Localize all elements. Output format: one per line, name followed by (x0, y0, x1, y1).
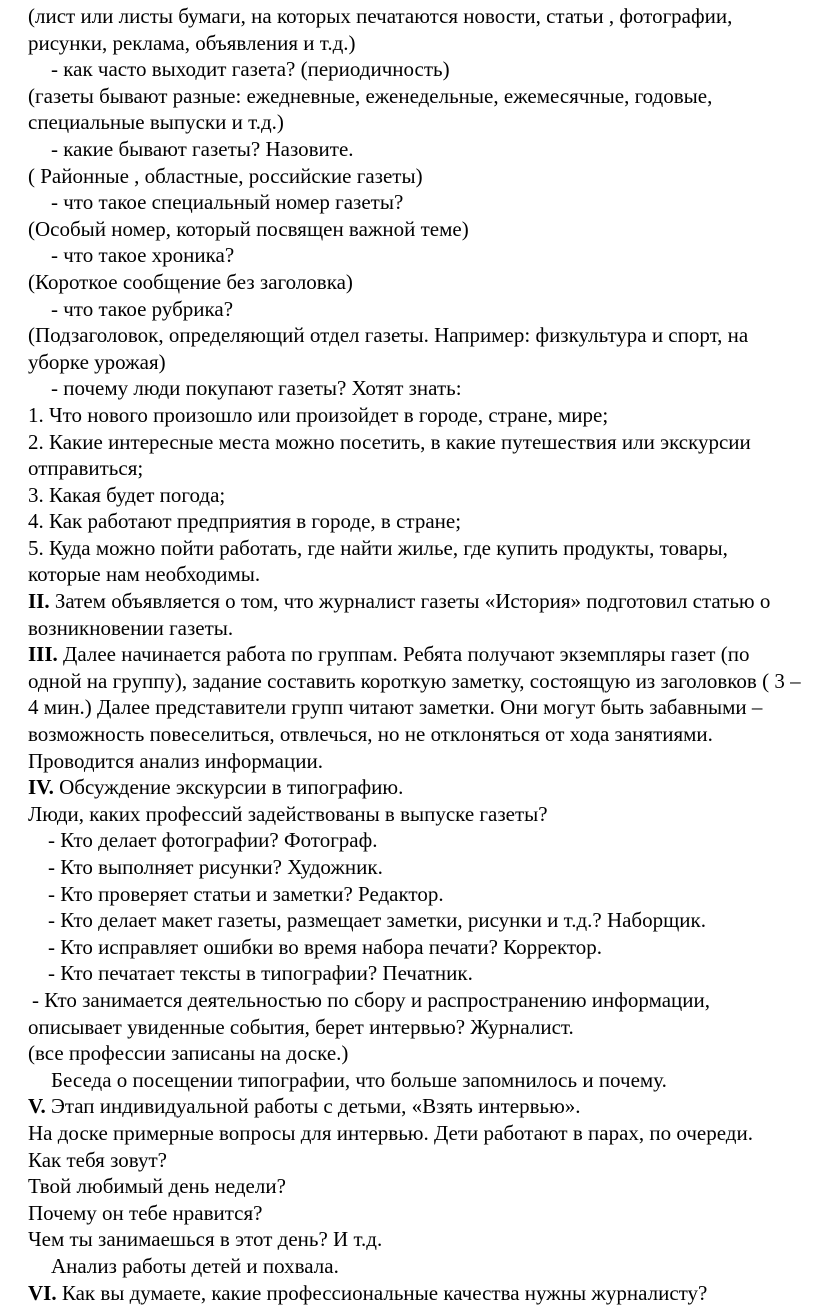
line-text: На доске примерные вопросы для интервью. Дети работают в парах, по очереди. (28, 1121, 753, 1145)
line-text: одной на группу), задание составить короткую заметку, состоящую из заголовков ( 3 – (28, 669, 801, 693)
text-line (28, 694, 796, 721)
section-number: V. (28, 1094, 46, 1118)
text-line (28, 1120, 796, 1147)
line-text: 2. Какие интересные места можно посетить, в какие путешествия или экскурсии (28, 430, 751, 454)
text-line (28, 721, 796, 748)
line-text: Проводится анализ информации. (28, 749, 323, 773)
text-line (28, 216, 796, 243)
text-line (28, 801, 796, 828)
line-text: - что такое хроника? (51, 243, 234, 267)
text-line (28, 402, 796, 429)
text-line (28, 774, 796, 801)
line-text: описывает увиденные события, берет интервью? Журналист. (28, 1015, 574, 1039)
text-line (28, 588, 796, 615)
text-line (28, 748, 796, 775)
text-line (28, 1200, 796, 1227)
section-number: II. (28, 589, 50, 613)
text-line (28, 1147, 796, 1174)
line-text: возможность повеселиться, отвлечься, но не отклоняться от хода занятиями. (28, 722, 713, 746)
text-line (28, 1067, 796, 1094)
line-text: - какие бывают газеты? Назовите. (51, 137, 354, 161)
text-line (28, 1280, 796, 1306)
text-line (28, 429, 796, 456)
text-line (28, 349, 796, 376)
line-text: - Кто исправляет ошибки во время набора печати? Корректор. (48, 935, 602, 959)
text-line (28, 269, 796, 296)
text-line (28, 375, 796, 402)
text-line (28, 189, 796, 216)
line-text: - как часто выходит газета? (периодичность) (51, 57, 450, 81)
line-text: 4. Как работают предприятия в городе, в стране; (28, 509, 461, 533)
text-line (28, 641, 796, 668)
line-text: (Короткое сообщение без заголовка) (28, 270, 353, 294)
line-text: - Кто печатает тексты в типографии? Печатник. (48, 961, 473, 985)
text-line (28, 163, 796, 190)
line-text: Люди, каких профессий задействованы в выпуске газеты? (28, 802, 548, 826)
text-line (28, 136, 796, 163)
line-text: Как вы думаете, какие профессиональные качества нужны журналисту? (57, 1281, 708, 1305)
text-line (28, 1014, 796, 1041)
line-text: Беседа о посещении типографии, что больше запомнилось и почему. (51, 1068, 667, 1092)
line-text: 3. Какая будет погода; (28, 483, 225, 507)
line-text: Как тебя зовут? (28, 1148, 167, 1172)
line-text: (Особый номер, который посвящен важной теме) (28, 217, 469, 241)
text-line (28, 109, 796, 136)
text-line (28, 482, 796, 509)
line-text: Анализ работы детей и похвала. (51, 1254, 339, 1278)
line-text: Чем ты занимаешься в этот день? И т.д. (28, 1227, 382, 1251)
text-line (28, 960, 796, 987)
line-text: уборке урожая) (28, 350, 166, 374)
text-line (28, 56, 796, 83)
text-line (28, 827, 796, 854)
text-line (28, 987, 796, 1014)
text-line (28, 455, 796, 482)
line-text: 1. Что нового произошло или произойдет в городе, стране, мире; (28, 403, 608, 427)
line-text: - Кто занимается деятельностью по сбору и распространению информации, (32, 988, 710, 1012)
text-line (28, 854, 796, 881)
text-line (28, 1226, 796, 1253)
section-number: IV. (28, 775, 54, 799)
line-text: специальные выпуски и т.д.) (28, 110, 284, 134)
line-text: (Подзаголовок, определяющий отдел газеты. Например: физкультура и спорт, на (28, 323, 748, 347)
line-text: 5. Куда можно пойти работать, где найти жилье, где купить продукты, товары, (28, 536, 728, 560)
line-text: (газеты бывают разные: ежедневные, еженедельные, ежемесячные, годовые, (28, 84, 712, 108)
line-text: (лист или листы бумаги, на которых печатаются новости, статьи , фотографии, (28, 4, 732, 28)
text-line (28, 242, 796, 269)
text-line (28, 508, 796, 535)
line-text: (все профессии записаны на доске.) (28, 1041, 348, 1065)
text-line (28, 322, 796, 349)
text-line (28, 1173, 796, 1200)
line-text: возникновении газеты. (28, 616, 233, 640)
line-text: - Кто делает макет газеты, размещает заметки, рисунки и т.д.? Наборщик. (48, 908, 706, 932)
section-number: VI. (28, 1281, 57, 1305)
text-line (28, 3, 796, 30)
text-line (28, 30, 796, 57)
text-line (28, 881, 796, 908)
line-text: - Кто проверяет статьи и заметки? Редактор. (48, 882, 444, 906)
line-text: Обсуждение экскурсии в типографию. (54, 775, 403, 799)
section-number: III. (28, 642, 58, 666)
line-text: - что такое специальный номер газеты? (51, 190, 403, 214)
line-text: - что такое рубрика? (51, 297, 233, 321)
text-line (28, 907, 796, 934)
line-text: рисунки, реклама, объявления и т.д.) (28, 31, 356, 55)
line-text: - Кто делает фотографии? Фотограф. (48, 828, 377, 852)
line-text: Этап индивидуальной работы с детьми, «Взять интервью». (46, 1094, 581, 1118)
text-line (28, 1253, 796, 1280)
text-line (28, 1040, 796, 1067)
line-text: Затем объявляется о том, что журналист газеты «История» подготовил статью о (50, 589, 771, 613)
line-text: Далее начинается работа по группам. Ребята получают экземпляры газет (по (58, 642, 750, 666)
line-text: - почему люди покупают газеты? Хотят знать: (51, 376, 462, 400)
line-text: Твой любимый день недели? (28, 1174, 286, 1198)
text-line (28, 668, 796, 695)
text-line (28, 561, 796, 588)
text-line (28, 1093, 796, 1120)
line-text: 4 мин.) Далее представители групп читают заметки. Они могут быть забавными – (28, 695, 762, 719)
line-text: отправиться; (28, 456, 143, 480)
text-line (28, 934, 796, 961)
line-text: - Кто выполняет рисунки? Художник. (48, 855, 383, 879)
text-line (28, 296, 796, 323)
line-text: ( Районные , областные, российские газеты) (28, 164, 423, 188)
text-line (28, 535, 796, 562)
text-line (28, 83, 796, 110)
line-text: которые нам необходимы. (28, 562, 260, 586)
line-text: Почему он тебе нравится? (28, 1201, 262, 1225)
text-line (28, 615, 796, 642)
